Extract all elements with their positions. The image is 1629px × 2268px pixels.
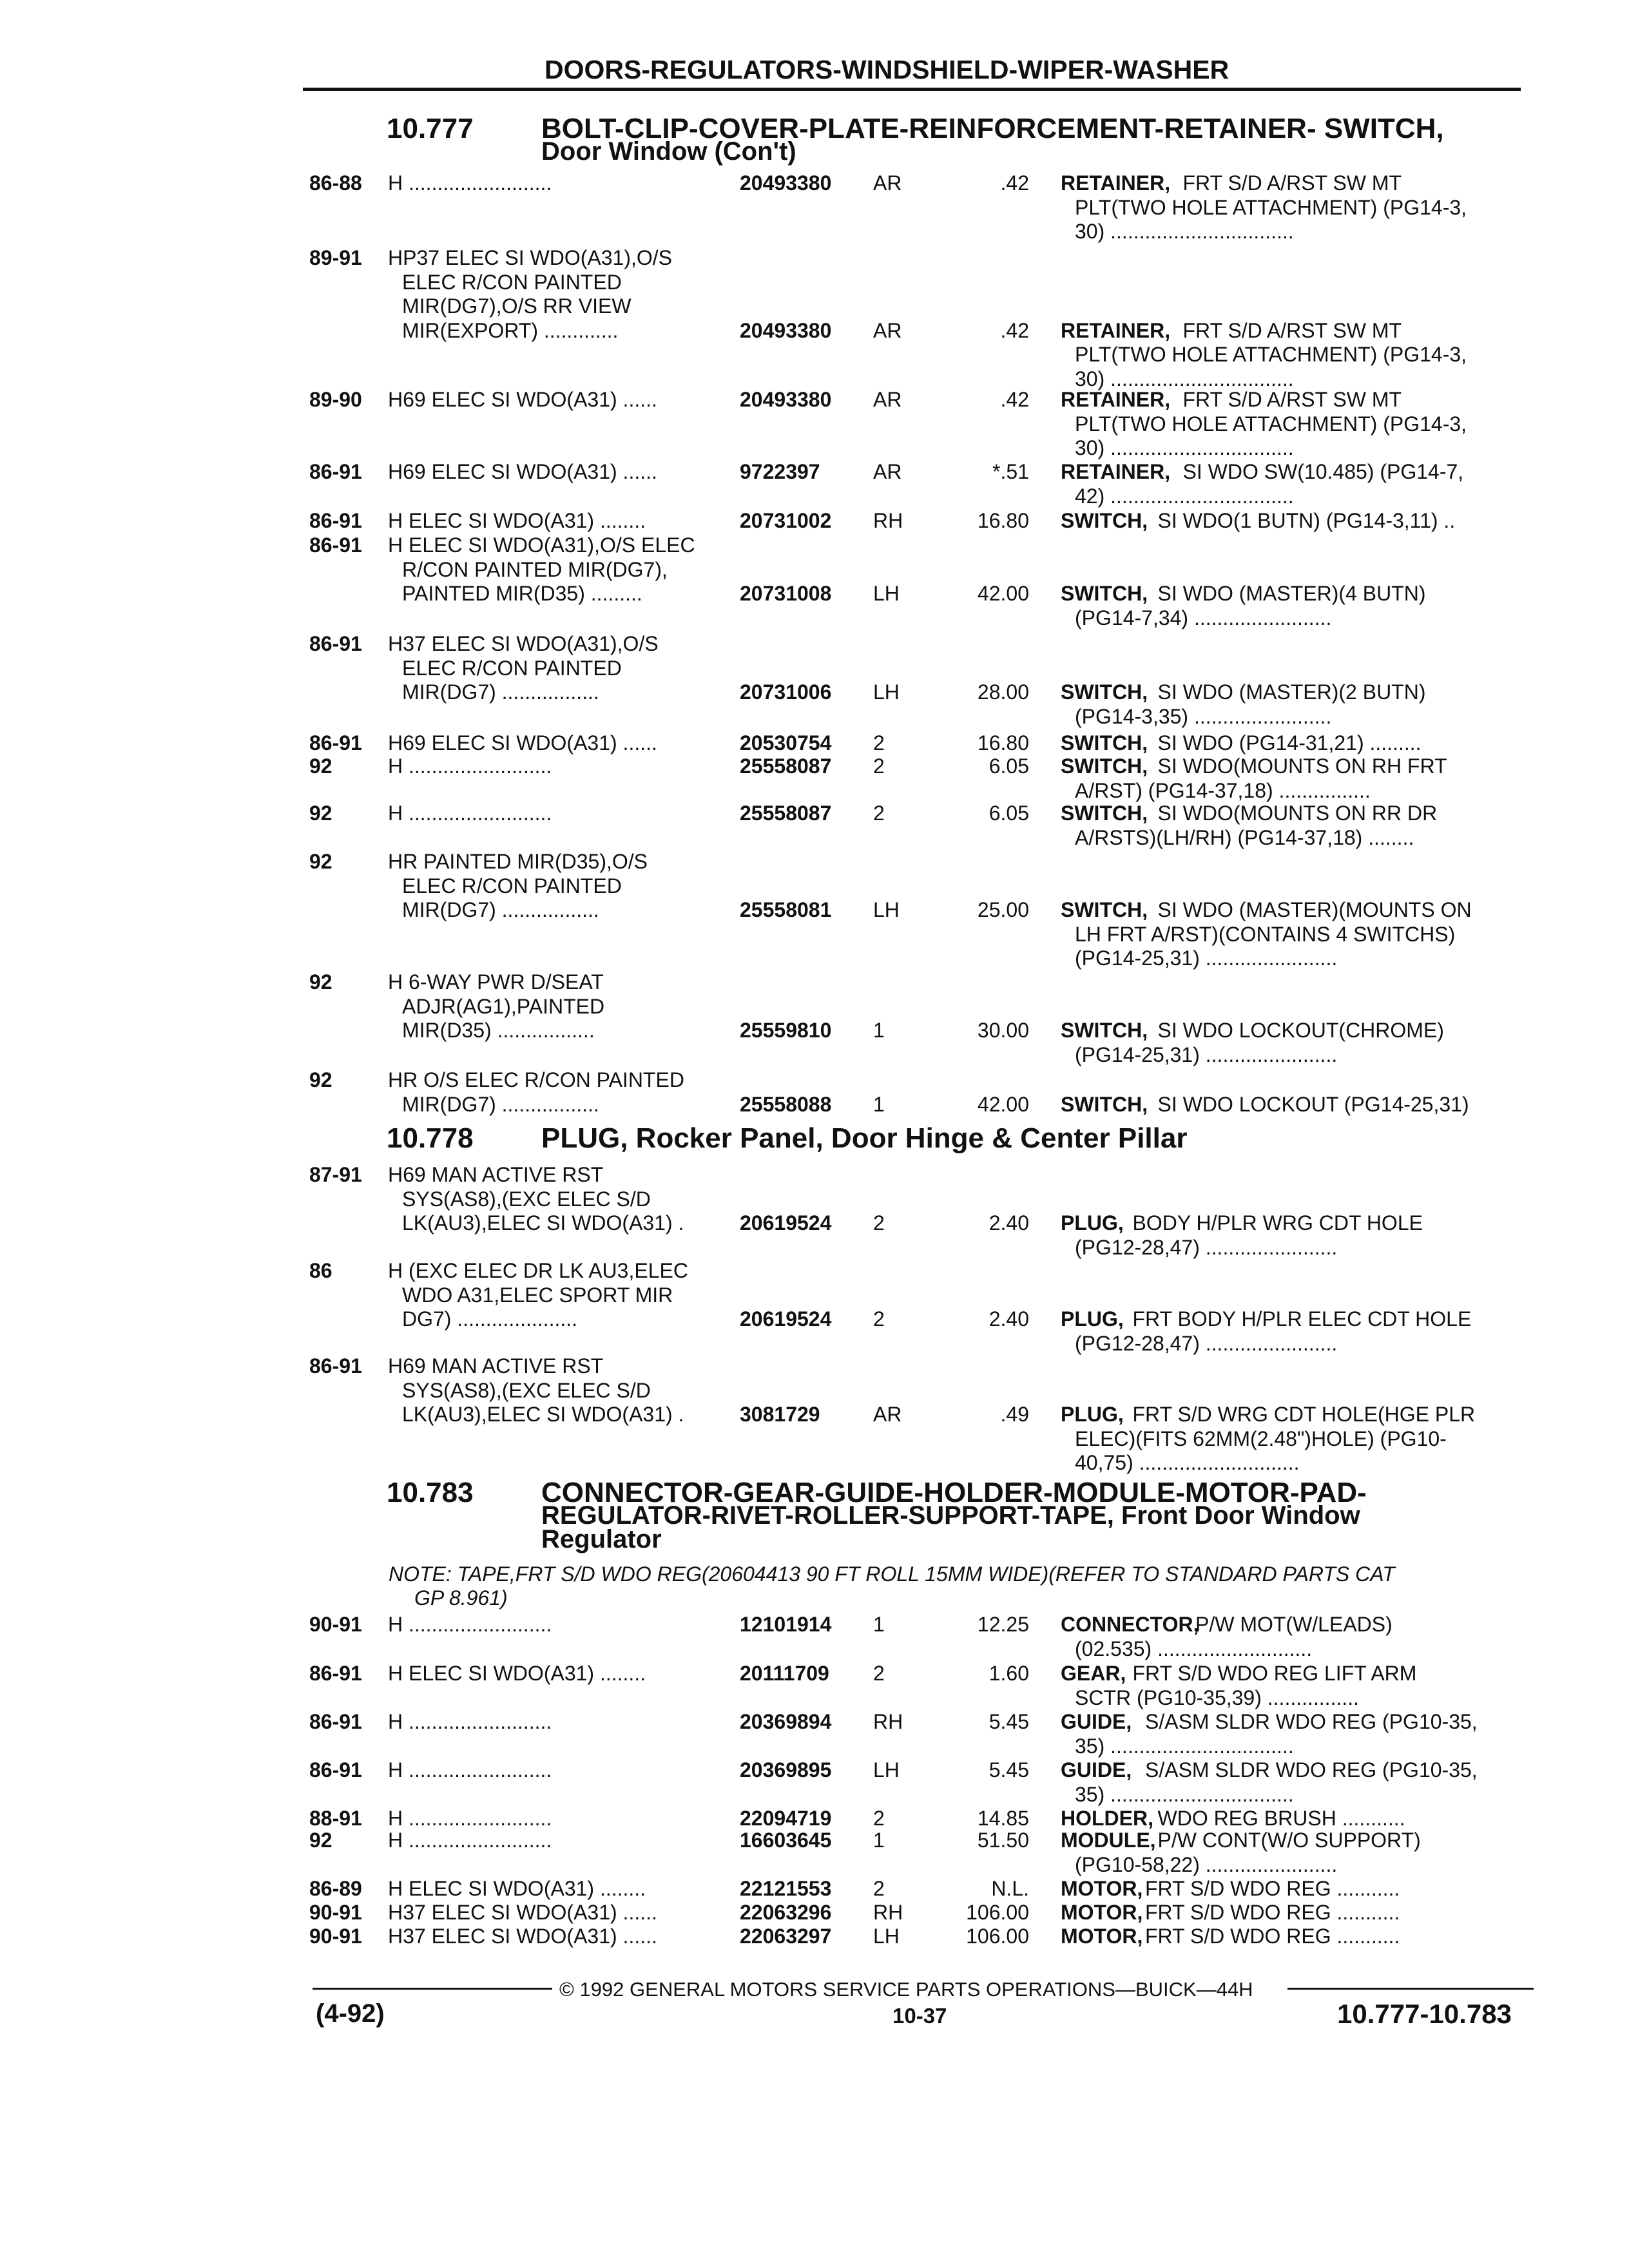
row-years: 87-91	[309, 1163, 362, 1186]
row-years: 86-91	[309, 460, 362, 483]
section-number: 10.777	[387, 113, 474, 144]
row-part-info-line: FRT S/D WDO REG ...........	[1145, 1901, 1400, 1924]
row-part-number: 20493380	[740, 318, 832, 342]
page-header: DOORS-REGULATORS-WINDSHIELD-WIPER-WASHER	[545, 55, 1229, 84]
row-price: 42.00	[977, 582, 1029, 605]
row-quantity: 1	[873, 1829, 885, 1852]
row-part-info-line: (PG10-58,22) .......................	[1075, 1852, 1338, 1876]
row-part-info-line: (02.535) ...........................	[1075, 1637, 1313, 1660]
row-part-info-line: SI WDO (PG14-31,21) .........	[1157, 731, 1422, 754]
row-part-info-line: (PG12-28,47) .......................	[1075, 1235, 1338, 1259]
row-part-info-line: FRT BODY H/PLR ELEC CDT HOLE	[1132, 1307, 1472, 1331]
row-years: 89-90	[309, 388, 362, 411]
row-part-number: 25558081	[740, 898, 832, 921]
row-years: 92	[309, 850, 333, 873]
row-description-line: ELEC R/CON PAINTED	[402, 270, 622, 294]
row-part-info-line: P/W CONT(W/O SUPPORT)	[1157, 1829, 1421, 1852]
row-price: 16.80	[977, 731, 1029, 754]
row-quantity: LH	[873, 582, 900, 605]
row-price: 5.45	[988, 1710, 1029, 1733]
row-price: .42	[1000, 388, 1029, 411]
row-price: 42.00	[977, 1092, 1029, 1116]
row-quantity: AR	[873, 318, 902, 342]
row-description-line: R/CON PAINTED MIR(DG7),	[402, 557, 668, 581]
row-part-info-line: BODY H/PLR WRG CDT HOLE	[1132, 1211, 1423, 1235]
row-description-line: H69 ELEC SI WDO(A31) ......	[388, 731, 657, 754]
row-part-name: SWITCH,	[1061, 509, 1148, 532]
row-quantity: 1	[873, 1019, 885, 1042]
row-part-number: 20731006	[740, 680, 832, 704]
row-part-name: CONNECTOR,	[1061, 1613, 1199, 1636]
row-part-number: 20369894	[740, 1710, 832, 1733]
row-price: 30.00	[977, 1019, 1029, 1042]
row-part-info-line: (PG14-7,34) ........................	[1075, 606, 1332, 629]
row-price: 6.05	[988, 754, 1029, 778]
section-title-line: REGULATOR-RIVET-ROLLER-SUPPORT-TAPE, Front Door Window	[541, 1501, 1360, 1530]
row-years: 92	[309, 1068, 333, 1091]
row-part-name: SWITCH,	[1061, 1092, 1148, 1116]
row-part-info-line: WDO REG BRUSH ...........	[1157, 1807, 1405, 1830]
row-price: 51.50	[977, 1829, 1029, 1852]
row-price: 14.85	[977, 1807, 1029, 1830]
row-price: .49	[1000, 1403, 1029, 1426]
row-part-info-line: FRT S/D A/RST SW MT	[1182, 171, 1402, 195]
row-description-line: MIR(EXPORT) .............	[402, 318, 619, 342]
row-part-name: SWITCH,	[1061, 898, 1148, 921]
row-part-info-line: S/ASM SLDR WDO REG (PG10-35,	[1145, 1710, 1478, 1733]
row-part-name: SWITCH,	[1061, 582, 1148, 605]
row-years: 88-91	[309, 1807, 362, 1830]
row-part-info-line: FRT S/D WDO REG LIFT ARM	[1132, 1662, 1417, 1685]
row-part-info-line: (PG12-28,47) .......................	[1075, 1331, 1338, 1355]
row-description-line: SYS(AS8),(EXC ELEC S/D	[402, 1187, 651, 1211]
row-part-info-line: FRT S/D A/RST SW MT	[1182, 318, 1402, 342]
row-years: 86	[309, 1259, 333, 1282]
row-quantity: LH	[873, 1925, 900, 1948]
section-number: 10.783	[387, 1477, 474, 1508]
row-part-info-line: (PG14-25,31) .......................	[1075, 947, 1338, 970]
row-part-number: 22121553	[740, 1877, 832, 1900]
row-part-name: MODULE,	[1061, 1829, 1156, 1852]
row-part-name: RETAINER,	[1061, 460, 1171, 483]
row-price: 16.80	[977, 509, 1029, 532]
row-part-info-line: PLT(TWO HOLE ATTACHMENT) (PG14-3,	[1075, 195, 1467, 219]
row-price: 106.00	[966, 1925, 1029, 1948]
row-part-number: 25558087	[740, 754, 832, 778]
row-part-number: 20731008	[740, 582, 832, 605]
row-part-info-line: 30) ................................	[1075, 220, 1294, 243]
row-part-info-line: 40,75) ............................	[1075, 1451, 1300, 1474]
row-part-name: PLUG,	[1061, 1403, 1124, 1426]
row-part-number: 20530754	[740, 731, 832, 754]
footer-rule-right	[1287, 1988, 1534, 1990]
row-part-name: SWITCH,	[1061, 802, 1148, 825]
section-title-line: BOLT-CLIP-COVER-PLATE-REINFORCEMENT-RETAINER- SWITCH,	[541, 113, 1444, 144]
row-description-line: H ELEC SI WDO(A31) ........	[388, 1877, 646, 1900]
row-part-number: 20619524	[740, 1307, 832, 1331]
row-description-line: WDO A31,ELEC SPORT MIR	[402, 1283, 673, 1307]
row-description-line: ADJR(AG1),PAINTED	[402, 994, 605, 1018]
row-price: 25.00	[977, 898, 1029, 921]
row-part-name: MOTOR,	[1061, 1925, 1143, 1948]
row-description-line: MIR(DG7) .................	[402, 898, 599, 921]
section-note-line: GP 8.961)	[414, 1586, 508, 1610]
row-years: 86-91	[309, 632, 362, 655]
row-price: 5.45	[988, 1758, 1029, 1782]
row-part-name: RETAINER,	[1061, 318, 1171, 342]
row-years: 86-91	[309, 1662, 362, 1685]
row-description-line: SYS(AS8),(EXC ELEC S/D	[402, 1378, 651, 1402]
row-years: 86-91	[309, 509, 362, 532]
row-description-line: HR PAINTED MIR(D35),O/S	[388, 850, 648, 873]
row-part-name: GEAR,	[1061, 1662, 1126, 1685]
row-description-line: HR O/S ELEC R/CON PAINTED	[388, 1068, 684, 1091]
row-quantity: 2	[873, 1807, 885, 1830]
section-note-line: NOTE: TAPE,FRT S/D WDO REG(20604413 90 FT ROLL 15MM WIDE)(REFER TO STANDARD PARTS CAT	[389, 1562, 1395, 1586]
row-quantity: AR	[873, 460, 902, 483]
row-price: 106.00	[966, 1901, 1029, 1924]
row-quantity: 2	[873, 1877, 885, 1900]
row-part-info-line: SI WDO(MOUNTS ON RR DR	[1157, 802, 1438, 825]
row-part-info-line: ELEC)(FITS 62MM(2.48")HOLE) (PG10-	[1075, 1427, 1447, 1450]
header-rule	[303, 88, 1521, 91]
row-quantity: 2	[873, 1662, 885, 1685]
row-years: 90-91	[309, 1613, 362, 1636]
row-price: *.51	[992, 460, 1029, 483]
row-part-name: PLUG,	[1061, 1307, 1124, 1331]
section-title-line: Regulator	[541, 1525, 662, 1553]
section-number: 10.778	[387, 1122, 474, 1154]
row-years: 92	[309, 1829, 333, 1852]
row-part-info-line: 30) ................................	[1075, 436, 1294, 459]
row-quantity: 2	[873, 802, 885, 825]
row-years: 89-91	[309, 246, 362, 269]
row-part-info-line: A/RST) (PG14-37,18) ................	[1075, 778, 1371, 802]
row-part-info-line: A/RSTS)(LH/RH) (PG14-37,18) ........	[1075, 825, 1414, 849]
row-part-number: 22063297	[740, 1925, 832, 1948]
row-price: 6.05	[988, 802, 1029, 825]
row-description-line: H ELEC SI WDO(A31),O/S ELEC	[388, 533, 695, 557]
row-price: .42	[1000, 318, 1029, 342]
row-description-line: MIR(DG7) .................	[402, 1092, 599, 1116]
footer-center: 10-37	[892, 2004, 947, 2028]
row-quantity: LH	[873, 680, 900, 704]
row-part-name: RETAINER,	[1061, 388, 1171, 411]
row-part-info-line: (PG14-25,31) .......................	[1075, 1043, 1338, 1066]
row-years: 86-91	[309, 1354, 362, 1378]
row-description-line: H .........................	[388, 1758, 552, 1782]
row-price: 28.00	[977, 680, 1029, 704]
row-description-line: H .........................	[388, 1613, 552, 1636]
row-quantity: RH	[873, 1710, 903, 1733]
row-description-line: LK(AU3),ELEC SI WDO(A31) .	[402, 1211, 684, 1235]
row-description-line: H .........................	[388, 802, 552, 825]
row-part-info-line: 35) ................................	[1075, 1782, 1294, 1806]
row-description-line: H69 MAN ACTIVE RST	[388, 1354, 604, 1378]
row-part-info-line: 35) ................................	[1075, 1734, 1294, 1758]
row-quantity: AR	[873, 171, 902, 195]
row-description-line: H 6-WAY PWR D/SEAT	[388, 970, 604, 994]
row-description-line: LK(AU3),ELEC SI WDO(A31) .	[402, 1403, 684, 1426]
row-description-line: H ELEC SI WDO(A31) ........	[388, 509, 646, 532]
row-part-name: HOLDER,	[1061, 1807, 1153, 1830]
row-price: 2.40	[988, 1307, 1029, 1331]
row-part-info-line: FRT S/D WDO REG ...........	[1145, 1925, 1400, 1948]
row-description-line: MIR(DG7) .................	[402, 680, 599, 704]
row-quantity: 1	[873, 1092, 885, 1116]
row-part-info-line: FRT S/D WRG CDT HOLE(HGE PLR	[1132, 1403, 1476, 1426]
row-description-line: PAINTED MIR(D35) .........	[402, 582, 642, 605]
row-part-info-line: SI WDO (MASTER)(2 BUTN)	[1157, 680, 1426, 704]
row-part-info-line: 30) ................................	[1075, 367, 1294, 390]
row-years: 86-88	[309, 171, 362, 195]
row-quantity: LH	[873, 1758, 900, 1782]
row-part-info-line: (PG14-3,35) ........................	[1075, 704, 1332, 728]
row-part-info-line: PLT(TWO HOLE ATTACHMENT) (PG14-3,	[1075, 412, 1467, 436]
row-description-line: H69 ELEC SI WDO(A31) ......	[388, 388, 657, 411]
row-quantity: 2	[873, 1211, 885, 1235]
row-part-number: 20111709	[740, 1662, 829, 1685]
footer-copyright: © 1992 GENERAL MOTORS SERVICE PARTS OPERATIONS—BUICK—44H	[559, 1978, 1253, 2001]
row-description-line: DG7) .....................	[402, 1307, 578, 1331]
row-years: 86-89	[309, 1877, 362, 1900]
row-part-info-line: SCTR (PG10-35,39) ................	[1075, 1686, 1360, 1709]
row-part-info-line: P/W MOT(W/LEADS)	[1195, 1613, 1393, 1636]
row-part-name: SWITCH,	[1061, 680, 1148, 704]
row-quantity: AR	[873, 388, 902, 411]
row-quantity: 2	[873, 731, 885, 754]
row-part-number: 22063296	[740, 1901, 832, 1924]
row-price: 2.40	[988, 1211, 1029, 1235]
row-description-line: ELEC R/CON PAINTED	[402, 874, 622, 898]
row-quantity: RH	[873, 1901, 903, 1924]
row-description-line: ELEC R/CON PAINTED	[402, 656, 622, 680]
row-years: 92	[309, 754, 333, 778]
row-years: 92	[309, 802, 333, 825]
row-part-name: SWITCH,	[1061, 754, 1148, 778]
row-part-name: SWITCH,	[1061, 731, 1148, 754]
section-title-line: CONNECTOR-GEAR-GUIDE-HOLDER-MODULE-MOTOR-PAD-	[541, 1477, 1367, 1508]
row-years: 86-91	[309, 1710, 362, 1733]
row-part-number: 12101914	[740, 1613, 832, 1636]
footer-left: (4-92)	[316, 1999, 385, 2028]
row-part-info-line: SI WDO (MASTER)(4 BUTN)	[1157, 582, 1426, 605]
row-part-info-line: LH FRT A/RST)(CONTAINS 4 SWITCHS)	[1075, 922, 1456, 946]
row-description-line: H69 MAN ACTIVE RST	[388, 1163, 604, 1186]
row-years: 86-91	[309, 533, 362, 557]
row-part-info-line: PLT(TWO HOLE ATTACHMENT) (PG14-3,	[1075, 343, 1467, 366]
row-description-line: H .........................	[388, 171, 552, 195]
row-description-line: H69 ELEC SI WDO(A31) ......	[388, 460, 657, 483]
row-part-name: MOTOR,	[1061, 1877, 1143, 1900]
row-part-number: 20619524	[740, 1211, 832, 1235]
row-price: .42	[1000, 171, 1029, 195]
row-description-line: H .........................	[388, 1710, 552, 1733]
section-title-line: Door Window (Con't)	[541, 137, 796, 166]
row-quantity: LH	[873, 898, 900, 921]
row-part-info-line: FRT S/D WDO REG ...........	[1145, 1877, 1400, 1900]
row-part-info-line: SI WDO(1 BUTN) (PG14-3,11) ..	[1157, 509, 1456, 532]
row-part-name: PLUG,	[1061, 1211, 1124, 1235]
row-part-number: 25559810	[740, 1019, 832, 1042]
row-description-line: H37 ELEC SI WDO(A31),O/S	[388, 632, 659, 655]
row-part-number: 25558087	[740, 802, 832, 825]
row-quantity: RH	[873, 509, 903, 532]
row-part-name: SWITCH,	[1061, 1019, 1148, 1042]
row-description-line: H .........................	[388, 1829, 552, 1852]
row-description-line: MIR(DG7),O/S RR VIEW	[402, 294, 631, 318]
row-part-info-line: 42) ................................	[1075, 484, 1294, 508]
row-part-info-line: SI WDO(MOUNTS ON RH FRT	[1157, 754, 1447, 778]
footer-rule-left	[313, 1988, 552, 1990]
row-description-line: MIR(D35) .................	[402, 1019, 595, 1042]
row-part-info-line: S/ASM SLDR WDO REG (PG10-35,	[1145, 1758, 1478, 1782]
row-description-line: H (EXC ELEC DR LK AU3,ELEC	[388, 1259, 688, 1282]
row-quantity: 1	[873, 1613, 885, 1636]
row-part-name: GUIDE,	[1061, 1710, 1132, 1733]
row-description-line: H ELEC SI WDO(A31) ........	[388, 1662, 646, 1685]
row-description-line: H .........................	[388, 1807, 552, 1830]
row-description-line: HP37 ELEC SI WDO(A31),O/S	[388, 246, 673, 269]
row-part-number: 25558088	[740, 1092, 832, 1116]
row-part-info-line: SI WDO LOCKOUT (PG14-25,31)	[1157, 1092, 1469, 1116]
row-years: 86-91	[309, 731, 362, 754]
row-years: 90-91	[309, 1901, 362, 1924]
row-part-name: MOTOR,	[1061, 1901, 1143, 1924]
row-years: 90-91	[309, 1925, 362, 1948]
row-part-info-line: SI WDO LOCKOUT(CHROME)	[1157, 1019, 1444, 1042]
row-part-name: GUIDE,	[1061, 1758, 1132, 1782]
row-part-info-line: SI WDO (MASTER)(MOUNTS ON	[1157, 898, 1472, 921]
row-part-name: RETAINER,	[1061, 171, 1171, 195]
row-part-number: 20493380	[740, 388, 832, 411]
row-part-number: 3081729	[740, 1403, 820, 1426]
row-part-number: 9722397	[740, 460, 820, 483]
row-price: 12.25	[977, 1613, 1029, 1636]
row-price: 1.60	[988, 1662, 1029, 1685]
row-years: 92	[309, 970, 333, 994]
row-quantity: 2	[873, 1307, 885, 1331]
row-years: 86-91	[309, 1758, 362, 1782]
row-description-line: H .........................	[388, 754, 552, 778]
row-part-number: 20731002	[740, 509, 832, 532]
row-part-info-line: SI WDO SW(10.485) (PG14-7,	[1182, 460, 1464, 483]
row-part-number: 16603645	[740, 1829, 832, 1852]
row-description-line: H37 ELEC SI WDO(A31) ......	[388, 1901, 657, 1924]
row-part-number: 22094719	[740, 1807, 832, 1830]
footer-right: 10.777-10.783	[1337, 1999, 1512, 2029]
section-title-line: PLUG, Rocker Panel, Door Hinge & Center Pillar	[541, 1122, 1188, 1154]
row-part-info-line: FRT S/D A/RST SW MT	[1182, 388, 1402, 411]
row-quantity: 2	[873, 754, 885, 778]
row-quantity: AR	[873, 1403, 902, 1426]
row-part-number: 20369895	[740, 1758, 832, 1782]
row-part-number: 20493380	[740, 171, 832, 195]
row-price: N.L.	[991, 1877, 1029, 1900]
row-description-line: H37 ELEC SI WDO(A31) ......	[388, 1925, 657, 1948]
